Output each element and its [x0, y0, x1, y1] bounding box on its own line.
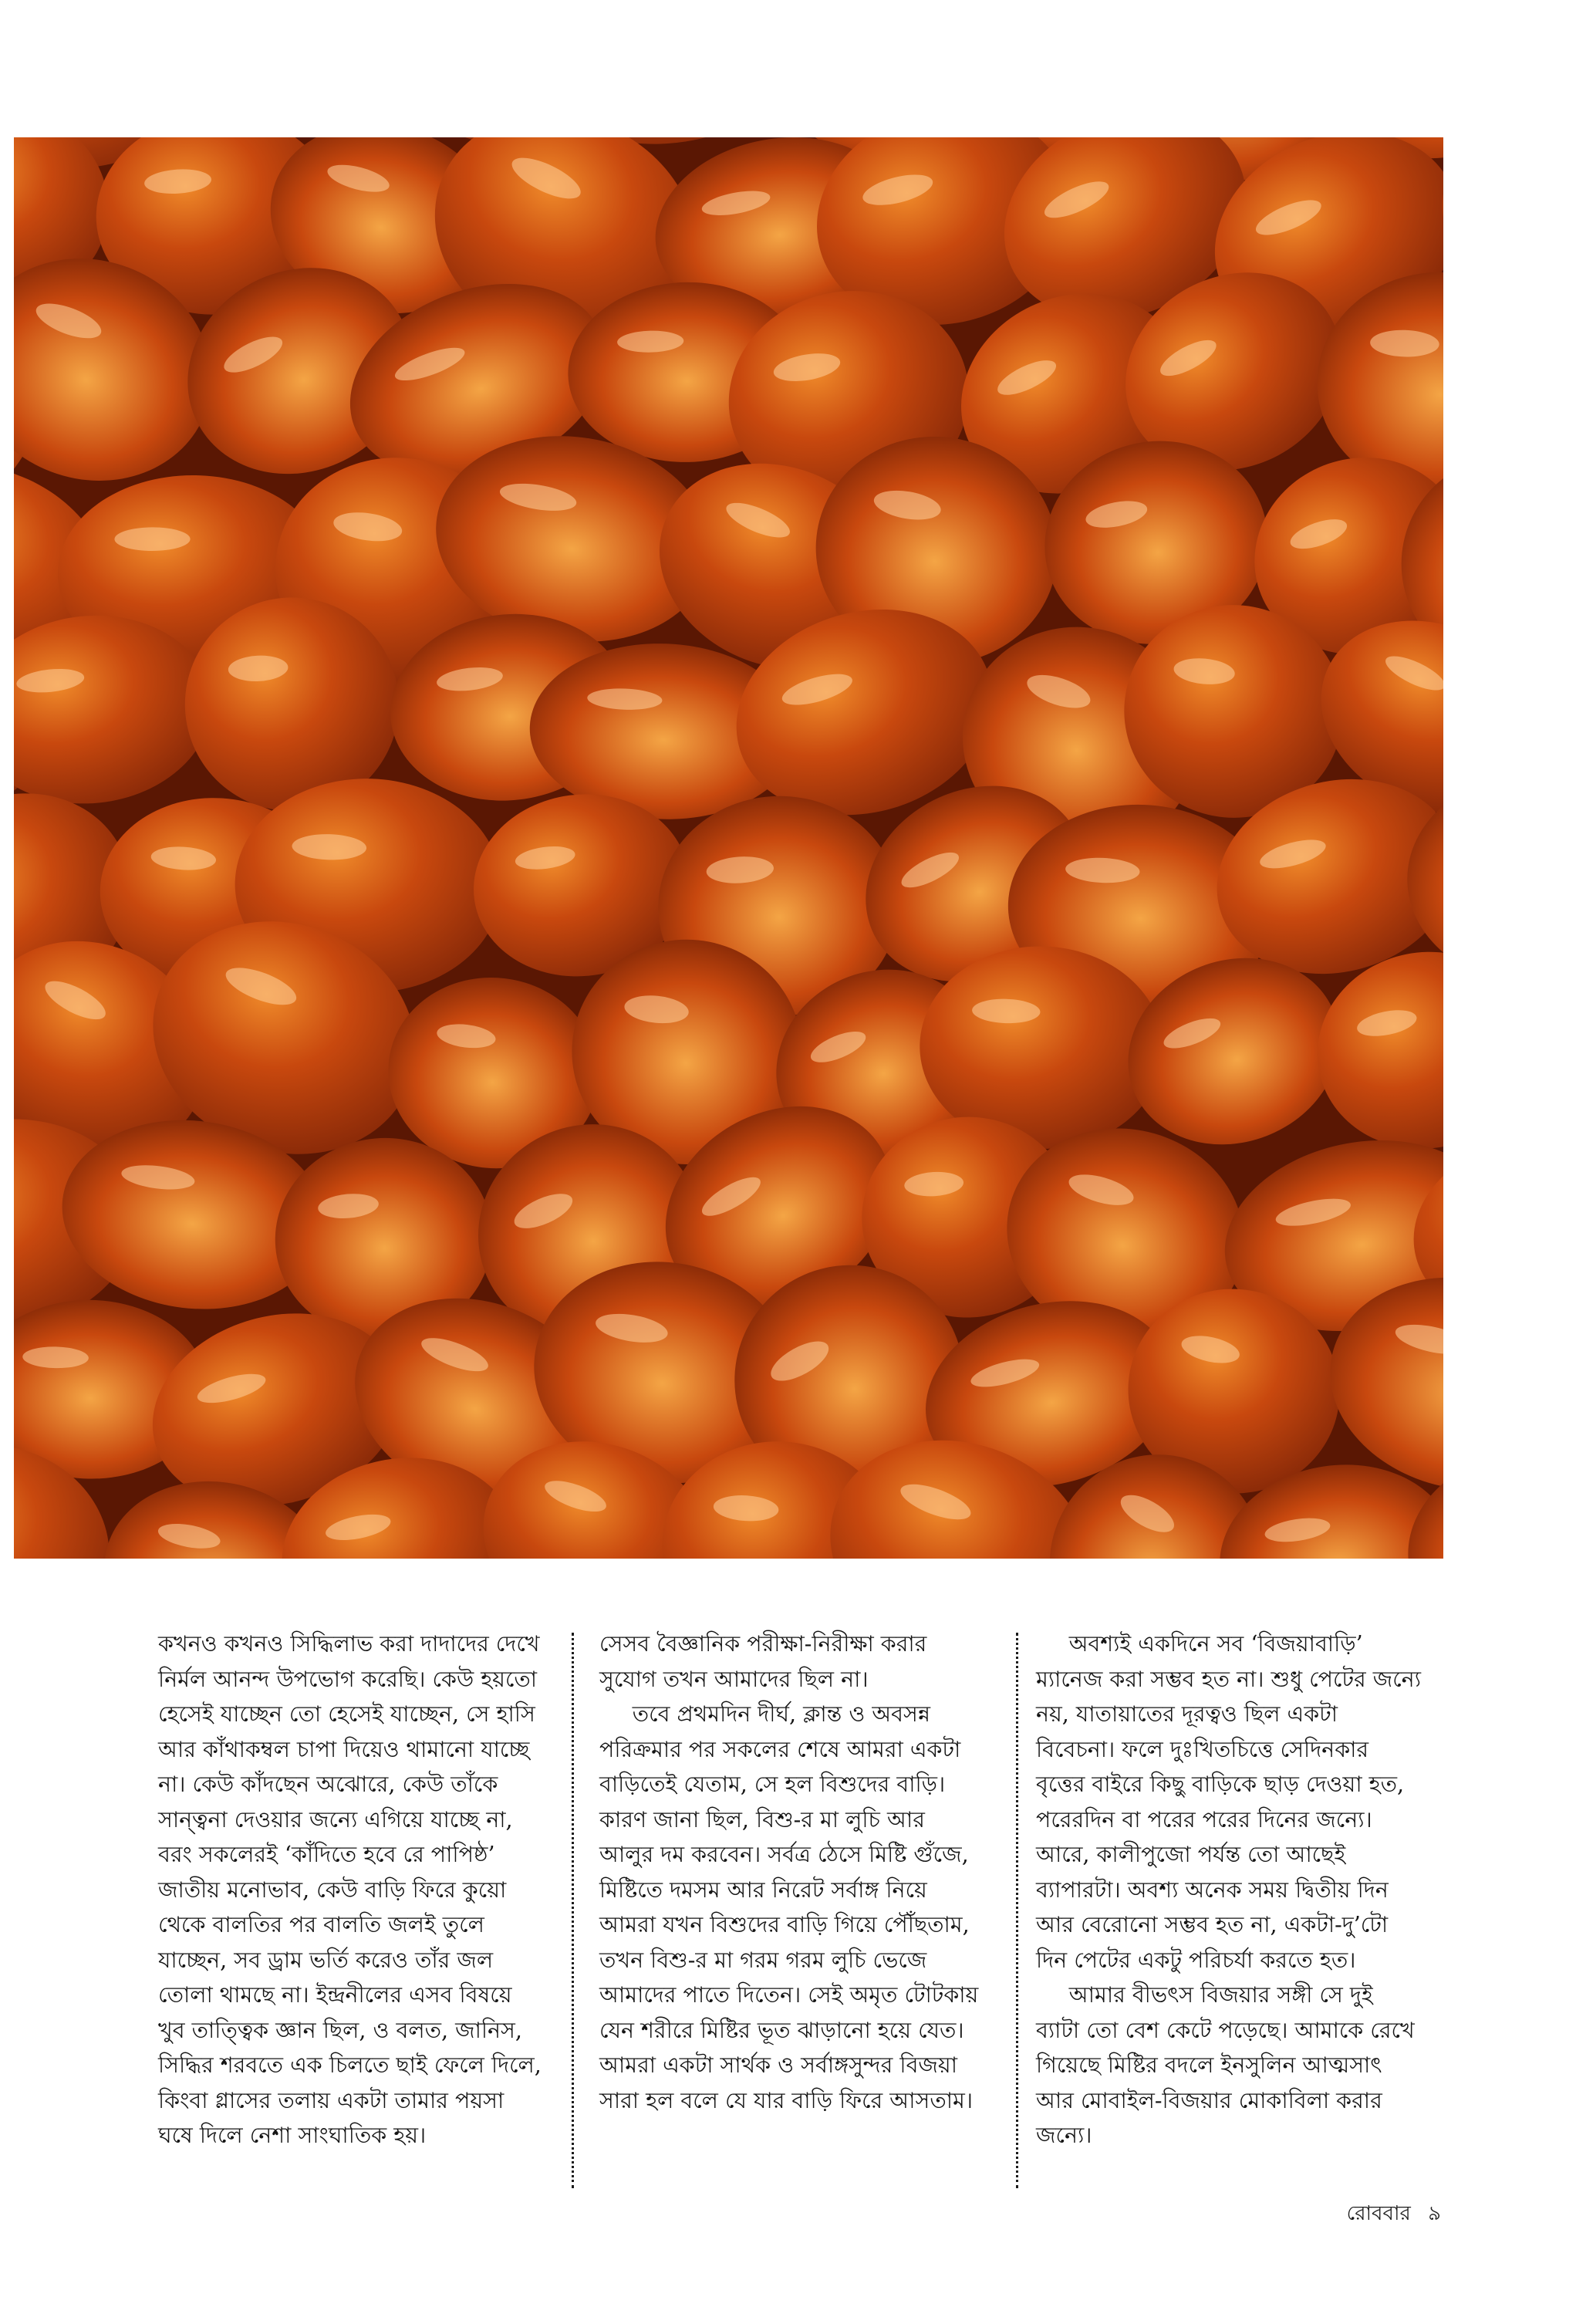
column-1-paragraph-1: কখনও কখনও সিদ্ধিলাভ করা দাদাদের দেখে নির্মল আনন্দ উপভোগ করেছি। কেউ হয়তো হেসেই যাচ্ছেন তো হেসেই যাচ্ছেন, সে হাসি আর কাঁথাকম্বল চাপা দিয়েও থামানো যাচ্ছে না। কেউ কাঁদছেন অঝোরে, কেউ তাঁকে সান্ত্বনা দেওয়ার জন্যে এগিয়ে যাচ্ছে না, বরং সকলেরই ‘কাঁদিতে হবে রে পাপিষ্ঠ’ জাতীয় মনোভাব, কেউ বাড়ি ফিরে কুয়ো থেকে বালতির পর বালতি জলই তুলে যাচ্ছেন, সব ড্রাম ভর্তি করেও তাঁর জল তোলা থামছে না। ইন্দ্রনীলের এসব বিষয়ে খুব তাত্ত্বিক জ্ঞান ছিল, ও বলত, জানিস, সিদ্ধির শরবতে এক চিলতে ছাই ফেলে দিলে, কিংবা গ্লাসের তলায় একটা তামার পয়সা ঘষে দিলে নেশা সাংঘাতিক হয়।	[158, 1631, 542, 2148]
glazed-sweets-image	[14, 137, 1443, 1559]
page-footer	[1347, 2197, 1441, 2231]
sweets-photo	[14, 137, 1443, 1559]
column-divider	[1016, 1633, 1018, 2188]
article-column-2	[599, 1626, 985, 2118]
column-2-paragraph-2: তবে প্রথমদিন দীর্ঘ, ক্লান্ত ও অবসন্ন পরিক্রমার পর সকলের শেষে আমরা একটা বাড়িতেই যেতাম, সে হল বিশুদের বাড়ি। কারণ জানা ছিল, বিশু-র মা লুচি আর আলুর দম করবেন। সর্বত্র ঠেসে মিষ্টি গুঁজে, মিষ্টিতে দমসম আর নিরেট সর্বাঙ্গ নিয়ে আমরা যখন বিশুদের বাড়ি গিয়ে পৌঁছতাম, তখন বিশু-র মা গরম গরম লুচি ভেজে আমাদের পাতে দিতেন। সেই অমৃত টোটকায় যেন শরীরে মিষ্টির ভূত ঝাড়ানো হয়ে যেত। আমরা একটা সার্থক ও সর্বাঙ্গসুন্দর বিজয়া সারা হল বলে যে যার বাড়ি ফিরে আসতাম।	[599, 1701, 979, 2113]
page-number: ৯	[1428, 2202, 1441, 2225]
column-2-paragraph-1: সেসব বৈজ্ঞানিক পরীক্ষা-নিরীক্ষা করার সুযোগ তখন আমাদের ছিল না।	[599, 1631, 927, 1692]
column-3-paragraph-2: আমার বীভৎস বিজয়ার সঙ্গী সে দুই ব্যাটা তো বেশ কেটে পড়েছে। আমাকে রেখে গিয়েছে মিষ্টির বদলে ইনসুলিন আত্মসাৎ আর মোবাইল-বিজয়ার মোকাবিলা করার জন্যে।	[1036, 1982, 1415, 2148]
article-body	[158, 1626, 1439, 2194]
article-column-1	[158, 1626, 544, 2153]
article-column-3	[1036, 1626, 1422, 2153]
magazine-name: রোববার	[1346, 2202, 1411, 2225]
column-divider	[572, 1633, 574, 2188]
column-3-paragraph-1: অবশ্যই একদিনে সব ‘বিজয়াবাড়ি’ ম্যানেজ করা সম্ভব হত না। শুধু পেটের জন্যে নয়, যাতায়াতের দূরত্বও ছিল একটা বিবেচনা। ফলে দুঃখিতচিত্তে সেদিনকার বৃত্তের বাইরে কিছু বাড়িকে ছাড় দেওয়া হত, পরেরদিন বা পরের পরের দিনের জন্যে। আরে, কালীপুজো পর্যন্ত তো আছেই ব্যাপারটা। অবশ্য অনেক সময় দ্বিতীয় দিন আর বেরোনো সম্ভব হত না, একটা-দু’টো দিন পেটের একটু পরিচর্যা করতে হত।	[1036, 1631, 1421, 1973]
